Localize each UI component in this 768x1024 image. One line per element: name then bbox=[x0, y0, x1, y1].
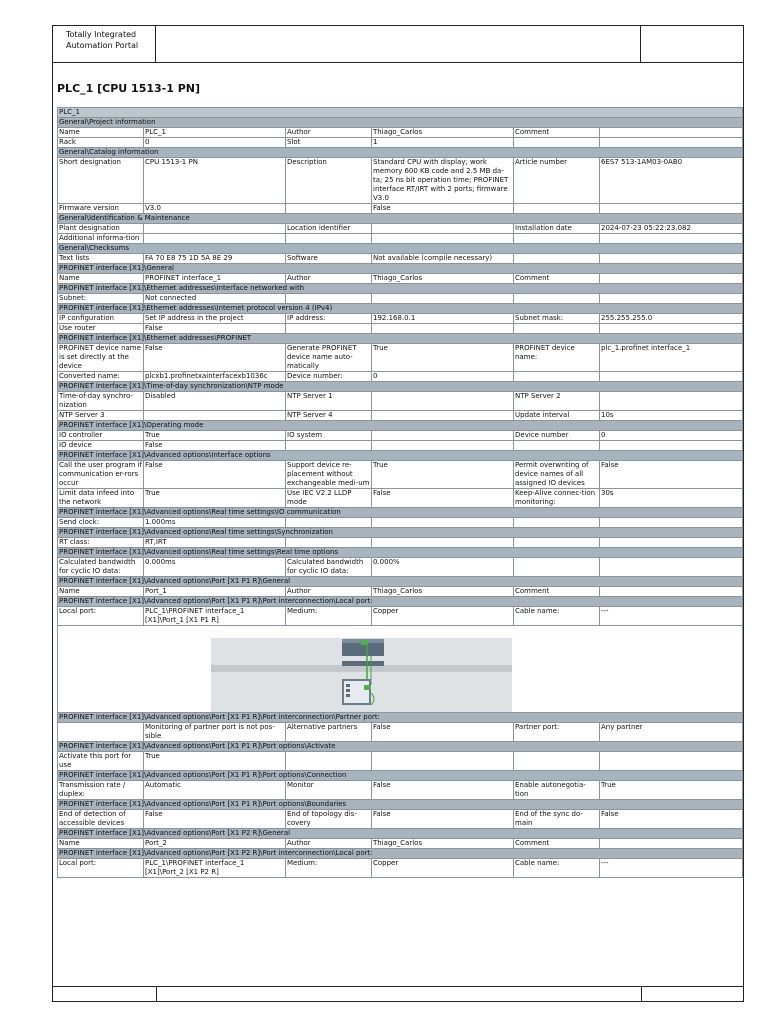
property-value bbox=[372, 411, 514, 421]
section-header bbox=[58, 148, 743, 158]
property-value: True bbox=[144, 431, 286, 441]
section-title: PROFINET interface [X1]\Operating mode bbox=[58, 421, 743, 431]
property-value bbox=[372, 224, 514, 234]
property-value: 1 bbox=[372, 138, 514, 148]
section-header bbox=[58, 800, 743, 810]
property-label: Keep-Alive connec-tion monitoring: bbox=[514, 489, 600, 508]
partner-device-icon bbox=[342, 679, 374, 705]
property-value bbox=[600, 587, 743, 597]
property-value: 192.168.0.1 bbox=[372, 314, 514, 324]
property-value: True bbox=[372, 461, 514, 489]
property-label: Installation date bbox=[514, 224, 600, 234]
section-title: PROFINET interface [X1]\Advanced options\Port [X1 P2 R]\Port interconnection\Local port: bbox=[58, 849, 743, 859]
footer-middle-cell bbox=[157, 987, 642, 1001]
cpu-device-icon bbox=[342, 639, 384, 656]
property-row bbox=[58, 392, 743, 411]
property-label: NTP Server 1 bbox=[286, 392, 372, 411]
section-title: PROFINET interface [X1]\Time-of-day synchronization\NTP mode bbox=[58, 382, 743, 392]
section-title: PROFINET interface [X1]\Advanced options\Port [X1 P1 R]\Port options\Boundaries bbox=[58, 800, 743, 810]
property-value: True bbox=[144, 752, 286, 771]
property-value: 30s bbox=[600, 489, 743, 508]
property-label: Comment bbox=[514, 128, 600, 138]
property-value: Thiago_Carlos bbox=[372, 839, 514, 849]
property-label: Author bbox=[286, 274, 372, 284]
section-title: PROFINET interface [X1]\Advanced options\Port [X1 P2 R]\General bbox=[58, 829, 743, 839]
property-label: End of topology dis-covery bbox=[286, 810, 372, 829]
section-title: General\Catalog information bbox=[58, 148, 743, 158]
property-label: Calculated bandwidth for cyclic IO data: bbox=[58, 558, 144, 577]
property-value bbox=[372, 441, 514, 451]
property-value: Not available (compile necessary) bbox=[372, 254, 514, 264]
property-label: Name bbox=[58, 839, 144, 849]
property-value bbox=[600, 254, 743, 264]
property-label: Subnet mask: bbox=[514, 314, 600, 324]
property-value: Automatic bbox=[144, 781, 286, 800]
property-label: Short designation bbox=[58, 158, 144, 204]
property-label bbox=[286, 518, 372, 528]
property-label: Generate PROFINET device name auto-matically bbox=[286, 344, 372, 372]
section-header bbox=[58, 849, 743, 859]
property-row bbox=[58, 441, 743, 451]
property-value: Not connected bbox=[144, 294, 286, 304]
property-label: Call the user program if communication er-rors occur bbox=[59, 461, 143, 487]
property-value bbox=[144, 234, 286, 244]
property-row bbox=[58, 859, 743, 878]
properties-table-body bbox=[58, 108, 743, 878]
property-label: Enable autonegotia-tion bbox=[514, 781, 600, 800]
property-label: IP configuration bbox=[58, 314, 144, 324]
property-label: Name bbox=[58, 587, 144, 597]
property-row bbox=[58, 752, 743, 771]
property-value: False bbox=[144, 441, 286, 451]
property-row bbox=[58, 324, 743, 334]
section-header bbox=[58, 108, 743, 118]
property-label: Partner port: bbox=[514, 723, 600, 742]
property-value bbox=[600, 204, 743, 214]
property-value: plcxb1.profinetxainterfacexb1036c bbox=[144, 372, 286, 382]
property-label: Permit overwriting of device names of all assigned IO devices bbox=[514, 461, 600, 489]
property-label bbox=[286, 204, 372, 214]
property-value: False bbox=[600, 810, 743, 829]
property-value: PLC_1\PROFINET interface_1 [X1]\Port_1 [X1 P1 R] bbox=[144, 607, 286, 626]
property-label: Device number bbox=[514, 431, 600, 441]
property-row bbox=[58, 204, 743, 214]
property-row bbox=[58, 138, 743, 148]
section-header bbox=[58, 451, 743, 461]
property-label: Alternative partners bbox=[286, 723, 372, 742]
section-title: PROFINET interface [X1]\Advanced options\Port [X1 P1 R]\Port options\Connection bbox=[58, 771, 743, 781]
property-value: 2024-07-23 05:22:23.082 bbox=[600, 224, 743, 234]
property-label bbox=[514, 138, 600, 148]
property-row bbox=[58, 810, 743, 829]
header-right-cell bbox=[641, 26, 743, 62]
section-title: General\Checksums bbox=[58, 244, 743, 254]
property-label bbox=[286, 538, 372, 548]
property-row bbox=[58, 607, 743, 626]
property-label: Comment bbox=[514, 587, 600, 597]
property-value: Monitoring of partner port is not pos-sible bbox=[144, 723, 286, 742]
property-label: Software bbox=[286, 254, 372, 264]
property-value bbox=[600, 518, 743, 528]
property-label: Use router bbox=[58, 324, 144, 334]
property-label bbox=[514, 234, 600, 244]
section-header bbox=[58, 829, 743, 839]
section-header bbox=[58, 214, 743, 224]
property-label: Send clock: bbox=[58, 518, 144, 528]
property-value: False bbox=[372, 204, 514, 214]
property-label: IO controller bbox=[58, 431, 144, 441]
property-value bbox=[144, 224, 286, 234]
property-value: False bbox=[372, 781, 514, 800]
topology-image-row bbox=[58, 626, 743, 713]
property-value: True bbox=[600, 781, 743, 800]
section-header bbox=[58, 244, 743, 254]
property-value: True bbox=[144, 489, 286, 508]
property-label: Converted name: bbox=[58, 372, 144, 382]
property-label: Text lists bbox=[58, 254, 144, 264]
property-value: Any partner bbox=[600, 723, 743, 742]
property-value: 1.000ms bbox=[144, 518, 286, 528]
property-value: False bbox=[372, 489, 514, 508]
section-header bbox=[58, 304, 743, 314]
property-label: Local port: bbox=[58, 607, 144, 626]
property-label: Comment bbox=[514, 274, 600, 284]
property-label bbox=[514, 254, 600, 264]
property-label bbox=[286, 441, 372, 451]
property-value: False bbox=[144, 810, 286, 829]
portal-name-line2: Automation Portal bbox=[66, 41, 139, 50]
property-label: NTP Server 4 bbox=[286, 411, 372, 421]
property-value bbox=[144, 411, 286, 421]
property-value bbox=[600, 324, 743, 334]
property-label: Slot bbox=[286, 138, 372, 148]
property-label: Location identifier bbox=[286, 224, 372, 234]
section-header bbox=[58, 421, 743, 431]
property-label: Additional informa-tion bbox=[58, 234, 144, 244]
section-header bbox=[58, 713, 743, 723]
property-label: Medium: bbox=[286, 859, 372, 878]
property-value: 0 bbox=[372, 372, 514, 382]
property-row bbox=[58, 587, 743, 597]
property-value bbox=[600, 234, 743, 244]
property-label: Local port: bbox=[58, 859, 144, 878]
section-header bbox=[58, 597, 743, 607]
property-label bbox=[514, 324, 600, 334]
section-header bbox=[58, 264, 743, 274]
topology-divider-band bbox=[211, 665, 512, 672]
property-row bbox=[58, 128, 743, 138]
portal-name-line1: Totally Integrated bbox=[66, 30, 137, 39]
property-label: PROFINET device name: bbox=[514, 344, 600, 372]
port-topology-graphic bbox=[211, 638, 512, 712]
property-label: Comment bbox=[514, 839, 600, 849]
property-value: False bbox=[600, 461, 743, 489]
property-row bbox=[58, 839, 743, 849]
section-header bbox=[58, 548, 743, 558]
property-label: Name bbox=[58, 274, 144, 284]
property-label: Plant designation bbox=[58, 224, 144, 234]
page-frame bbox=[52, 25, 744, 1002]
property-label: Firmware version bbox=[58, 204, 144, 214]
property-value bbox=[600, 128, 743, 138]
property-value: Thiago_Carlos bbox=[372, 274, 514, 284]
property-row bbox=[58, 224, 743, 234]
property-label: Update interval bbox=[514, 411, 600, 421]
section-title: PLC_1 bbox=[58, 108, 743, 118]
property-label: IO system bbox=[286, 431, 372, 441]
property-label: Name bbox=[58, 128, 144, 138]
property-value: 0 bbox=[144, 138, 286, 148]
section-title: PROFINET interface [X1]\Advanced options\Real time settings\IO communication bbox=[58, 508, 743, 518]
property-value: Port_2 bbox=[144, 839, 286, 849]
property-row bbox=[58, 234, 743, 244]
property-value: Copper bbox=[372, 607, 514, 626]
property-value: --- bbox=[600, 607, 743, 626]
property-label: Author bbox=[286, 839, 372, 849]
property-label bbox=[286, 324, 372, 334]
property-value bbox=[372, 392, 514, 411]
header-middle-cell bbox=[156, 26, 641, 62]
property-value bbox=[600, 839, 743, 849]
section-title: PROFINET interface [X1]\Ethernet addresses\PROFINET bbox=[58, 334, 743, 344]
property-label bbox=[514, 204, 600, 214]
property-row bbox=[58, 558, 743, 577]
section-title: PROFINET interface [X1]\Advanced options\Port [X1 P1 R]\Port interconnection\Partner port: bbox=[58, 713, 743, 723]
property-row bbox=[58, 344, 743, 372]
property-row bbox=[58, 538, 743, 548]
property-value bbox=[600, 558, 743, 577]
footer-left-cell bbox=[53, 987, 157, 1001]
property-label: End of detection of accessible devices bbox=[58, 810, 144, 829]
section-header bbox=[58, 118, 743, 128]
property-label: NTP Server 3 bbox=[58, 411, 144, 421]
property-label: Subnet: bbox=[58, 294, 144, 304]
property-label: End of the sync do-main bbox=[514, 810, 600, 829]
section-title: PROFINET interface [X1]\Advanced options\Interface options bbox=[58, 451, 743, 461]
property-row bbox=[58, 431, 743, 441]
property-value bbox=[372, 234, 514, 244]
property-value: False bbox=[144, 324, 286, 334]
section-header bbox=[58, 577, 743, 587]
property-label: Description bbox=[286, 158, 372, 204]
property-value: False bbox=[372, 723, 514, 742]
property-label: Use IEC V2.2 LLDP mode bbox=[286, 489, 372, 508]
property-value: True bbox=[372, 344, 514, 372]
property-value: Copper bbox=[372, 859, 514, 878]
property-label: NTP Server 2 bbox=[514, 392, 600, 411]
section-title: PROFINET interface [X1]\General bbox=[58, 264, 743, 274]
section-header bbox=[58, 508, 743, 518]
property-value: False bbox=[144, 344, 286, 372]
property-value bbox=[600, 392, 743, 411]
property-row bbox=[58, 781, 743, 800]
property-label bbox=[58, 723, 144, 742]
property-value: CPU 1513-1 PN bbox=[144, 158, 286, 204]
property-value: False bbox=[372, 810, 514, 829]
property-row bbox=[58, 372, 743, 382]
property-row bbox=[58, 723, 743, 742]
topology-image-cell bbox=[58, 626, 743, 713]
property-value: RT,IRT bbox=[144, 538, 286, 548]
property-label: Activate this port for use bbox=[58, 752, 144, 771]
section-title: PROFINET interface [X1]\Advanced options\Port [X1 P1 R]\Port interconnection\Local port: bbox=[58, 597, 743, 607]
property-label: Article number bbox=[514, 158, 600, 204]
section-header bbox=[58, 528, 743, 538]
page-title: PLC_1 [CPU 1513-1 PN] bbox=[57, 82, 201, 95]
property-value: Port_1 bbox=[144, 587, 286, 597]
property-label: Transmission rate / duplex: bbox=[58, 781, 144, 800]
property-value bbox=[372, 752, 514, 771]
property-value bbox=[372, 324, 514, 334]
property-label: PROFINET device name is set directly at the device bbox=[58, 344, 144, 372]
property-value: PLC_1 bbox=[144, 128, 286, 138]
property-label: Medium: bbox=[286, 607, 372, 626]
section-header bbox=[58, 382, 743, 392]
section-title: PROFINET interface [X1]\Advanced options\Real time settings\Real time options bbox=[58, 548, 743, 558]
property-label: Device number: bbox=[286, 372, 372, 382]
property-label bbox=[286, 294, 372, 304]
property-label bbox=[514, 558, 600, 577]
property-label bbox=[514, 538, 600, 548]
property-row bbox=[58, 489, 743, 508]
property-value: 0.000% bbox=[372, 558, 514, 577]
property-value bbox=[600, 441, 743, 451]
property-value bbox=[372, 538, 514, 548]
property-label bbox=[286, 752, 372, 771]
property-row bbox=[58, 314, 743, 324]
section-title: PROFINET interface [X1]\Advanced options\Port [X1 P1 R]\General bbox=[58, 577, 743, 587]
property-label: Limit data infeed into the network bbox=[58, 489, 144, 508]
property-label: Support device re-placement without exchangeable medi-um bbox=[286, 461, 372, 489]
port-topology-image bbox=[211, 638, 512, 712]
property-value bbox=[372, 294, 514, 304]
property-value bbox=[372, 431, 514, 441]
section-title: PROFINET interface [X1]\Ethernet addresses\Interface networked with bbox=[58, 284, 743, 294]
page-footer bbox=[53, 986, 743, 1001]
property-value: Disabled bbox=[144, 392, 286, 411]
property-value bbox=[600, 372, 743, 382]
section-title: PROFINET interface [X1]\Advanced options\Real time settings\Synchronization bbox=[58, 528, 743, 538]
property-row bbox=[58, 294, 743, 304]
property-row bbox=[58, 274, 743, 284]
section-title: PROFINET interface [X1]\Ethernet addresses\Internet protocol version 4 (IPv4) bbox=[58, 304, 743, 314]
property-value: Standard CPU with display; work memory 600 KB code and 2.5 MB da-ta; 25 ns bit operation time; PROFINET interface RT/IRT with 2 ports; firmware V3.0 bbox=[372, 158, 514, 204]
property-row bbox=[58, 158, 743, 204]
property-label bbox=[514, 518, 600, 528]
section-title: General\Project information bbox=[58, 118, 743, 128]
property-value: V3.0 bbox=[144, 204, 286, 214]
property-value bbox=[600, 752, 743, 771]
property-value: --- bbox=[600, 859, 743, 878]
property-value: 255.255.255.0 bbox=[600, 314, 743, 324]
property-value bbox=[600, 274, 743, 284]
property-label: IP address: bbox=[286, 314, 372, 324]
section-title: General\Identification & Maintenance bbox=[58, 214, 743, 224]
property-value: 10s bbox=[600, 411, 743, 421]
device-rail-top bbox=[342, 661, 384, 666]
property-value bbox=[372, 518, 514, 528]
property-label: Calculated bandwidth for cyclic IO data: bbox=[286, 558, 372, 577]
property-value: 6ES7 513-1AM03-0AB0 bbox=[600, 158, 743, 204]
property-label: IO device bbox=[58, 441, 144, 451]
property-label bbox=[514, 752, 600, 771]
property-value: Thiago_Carlos bbox=[372, 587, 514, 597]
property-label: Cable name: bbox=[514, 607, 600, 626]
property-label: Rack bbox=[58, 138, 144, 148]
section-header bbox=[58, 771, 743, 781]
property-value: Thiago_Carlos bbox=[372, 128, 514, 138]
property-row bbox=[58, 518, 743, 528]
property-value: 0.000ms bbox=[144, 558, 286, 577]
property-value: plc_1.profinet interface_1 bbox=[600, 344, 743, 372]
portal-name bbox=[53, 26, 156, 62]
property-value: PLC_1\PROFINET interface_1 [X1]\Port_2 [X1 P2 R] bbox=[144, 859, 286, 878]
property-label: Time-of-day synchro-nization bbox=[58, 392, 144, 411]
property-value bbox=[600, 538, 743, 548]
section-header bbox=[58, 334, 743, 344]
property-label bbox=[286, 234, 372, 244]
property-value bbox=[600, 138, 743, 148]
section-title: PROFINET interface [X1]\Advanced options\Port [X1 P1 R]\Port options\Activate bbox=[58, 742, 743, 752]
property-label bbox=[514, 441, 600, 451]
property-value: False bbox=[144, 461, 286, 489]
property-label: Cable name: bbox=[514, 859, 600, 878]
property-value: Set IP address in the project bbox=[144, 314, 286, 324]
section-header bbox=[58, 284, 743, 294]
property-label: Monitor bbox=[286, 781, 372, 800]
property-label: RT class: bbox=[58, 538, 144, 548]
page-header bbox=[53, 26, 743, 63]
property-label bbox=[514, 294, 600, 304]
property-label: Author bbox=[286, 128, 372, 138]
property-label bbox=[514, 372, 600, 382]
properties-table bbox=[57, 107, 743, 878]
property-value: 0 bbox=[600, 431, 743, 441]
property-value: PROFINET interface_1 bbox=[144, 274, 286, 284]
section-header bbox=[58, 742, 743, 752]
property-row bbox=[58, 254, 743, 264]
property-row bbox=[58, 411, 743, 421]
property-value bbox=[600, 294, 743, 304]
property-label: Author bbox=[286, 587, 372, 597]
property-row bbox=[58, 461, 743, 489]
property-value: FA 70 E8 75 1D 5A 8E 29 bbox=[144, 254, 286, 264]
